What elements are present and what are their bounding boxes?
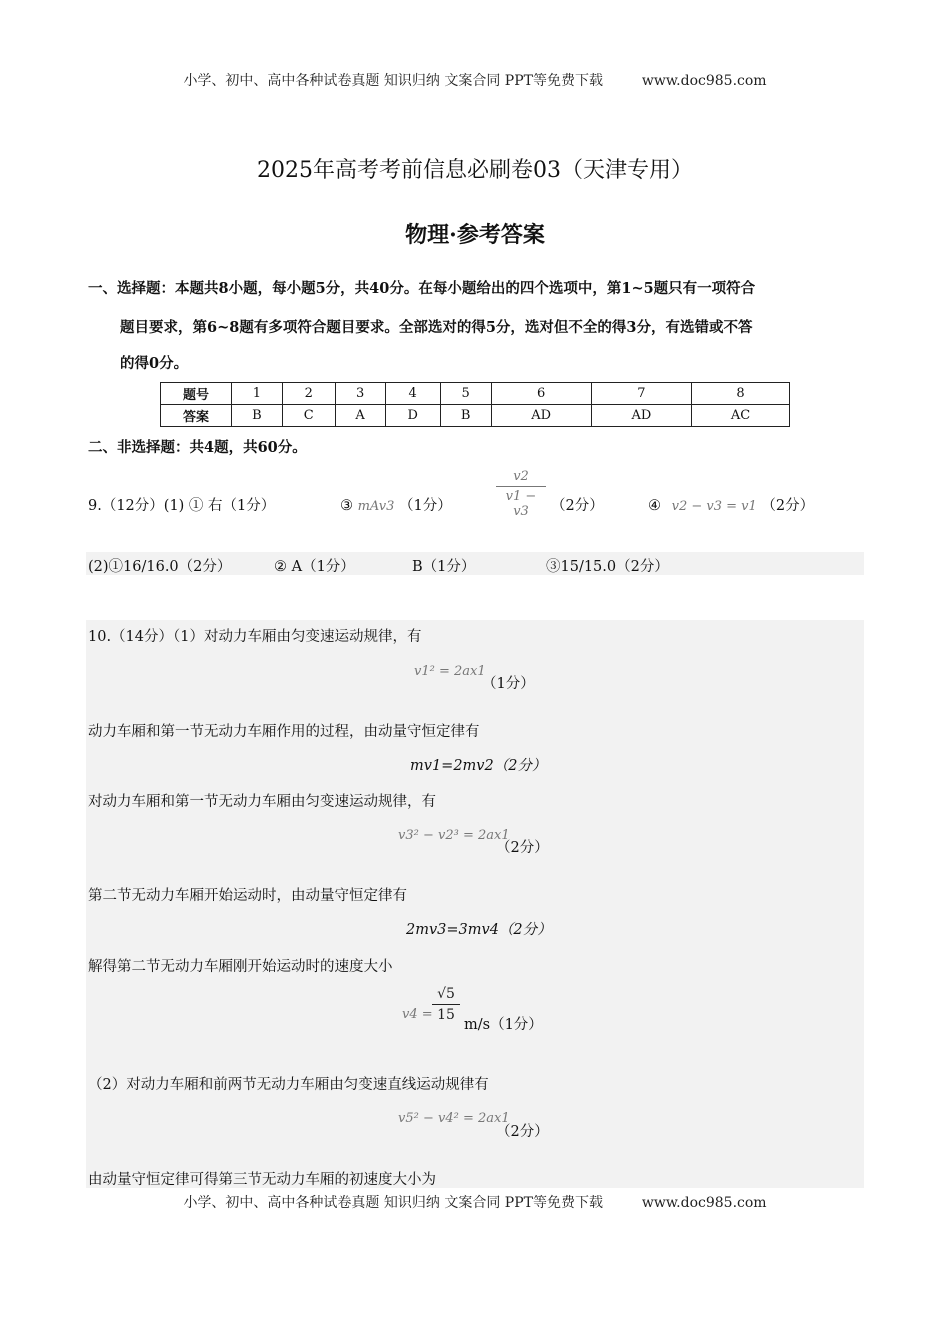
q10-line6: （2）对动力车厢和前两节无动力车厢由匀变速直线运动规律有: [88, 1077, 489, 1093]
q9-item3-math: mAv3: [357, 499, 395, 514]
q10-eq3-score: （2分）: [496, 840, 549, 856]
table-cell: B: [440, 405, 491, 427]
q10-eq1: [414, 660, 486, 679]
q10-eq5-lhs: [402, 1003, 433, 1022]
q10-eq5-den: 15: [437, 1007, 455, 1023]
q10-line7: 由动量守恒定律可得第三节无动力车厢的初速度大小为: [88, 1172, 436, 1188]
fraction-bar: [496, 486, 546, 487]
table-cell: A: [335, 405, 385, 427]
table-cell: 4: [385, 383, 440, 405]
table-cell: AC: [691, 405, 789, 427]
q10-line5: 解得第二节无动力车厢刚开始运动时的速度大小: [88, 959, 393, 975]
table-cell: 5: [440, 383, 491, 405]
q9-part1: 9.（12分）(1) ① 右（1分）: [88, 498, 276, 514]
footer-text: 小学、初中、高中各种试卷真题 知识归纳 文案合同 PPT等免费下载: [183, 1195, 603, 1211]
q9-item4-num: ④: [648, 498, 661, 514]
q10-eq5-fraction: [432, 986, 460, 1023]
q9-fraction: [496, 469, 546, 519]
footer-url: www.doc985.com: [641, 1195, 767, 1211]
q10-eq5-unit: m/s（1分）: [464, 1017, 543, 1033]
section2-heading: 二、非选择题：共4题，共60分。: [88, 439, 307, 456]
q10-line1: 10.（14分）（1）对动力车厢由匀变速运动规律，有: [88, 629, 422, 645]
q10-eq3-math: v3² − v2³ = 2ax1: [398, 828, 510, 843]
table-cell: 6: [491, 383, 591, 405]
section1-line3: 的得0分。: [120, 355, 189, 372]
q9-part2-b: ② A（1分）: [274, 559, 355, 575]
page-header: [0, 70, 950, 90]
header-text: 小学、初中、高中各种试卷真题 知识归纳 文案合同 PPT等免费下载: [183, 73, 603, 89]
table-cell: B: [232, 405, 283, 427]
q9-item3-score: （1分）: [399, 498, 452, 514]
q10-eq5-num: √5: [437, 986, 455, 1002]
q10-eq3: [398, 824, 510, 843]
q10-eq4: 2mv3=3mv4（2分）: [406, 922, 552, 938]
page-subtitle: 物理·参考答案: [405, 222, 545, 248]
q10-line2: 动力车厢和第一节无动力车厢作用的过程，由动量守恒定律有: [88, 724, 480, 740]
q10-eq2: mv1=2mv2（2分）: [410, 758, 547, 774]
q9-item3: [340, 494, 452, 515]
table-row-answers: [161, 405, 790, 427]
q10-line4: 第二节无动力车厢开始运动时，由动量守恒定律有: [88, 888, 407, 904]
table-cell: 2: [282, 383, 335, 405]
q9-item4-score: （2分）: [761, 498, 815, 514]
table-cell: 1: [232, 383, 283, 405]
section1-line1: 一、选择题：本题共8小题，每小题5分，共40分。在每小题给出的四个选项中，第1~5题只有一项符合: [88, 280, 756, 297]
q9-part2-a: (2)①16/16.0（2分）: [88, 559, 232, 575]
q10-eq6-score: （2分）: [496, 1124, 549, 1140]
q9-part2-c: B（1分）: [412, 559, 476, 575]
q10-line3: 对动力车厢和第一节无动力车厢由匀变速运动规律，有: [88, 794, 436, 810]
q9-part2-d: ③15/15.0（2分）: [546, 559, 669, 575]
table-cell: AD: [491, 405, 591, 427]
q10-eq1-math: v1² = 2ax1: [414, 664, 486, 679]
q9-item4-math: v2 − v3 = v1: [671, 499, 757, 514]
page-title: 2025年高考考前信息必刷卷03（天津专用）: [257, 158, 693, 183]
table-row-label: 答案: [161, 405, 232, 427]
table-cell: C: [282, 405, 335, 427]
section1-line2: 题目要求，第6~8题有多项符合题目要求。全部选对的得5分，选对但不全的得3分，有选错或不答: [120, 319, 753, 336]
q10-eq1-score: （1分）: [482, 676, 535, 692]
table-cell: AD: [591, 405, 691, 427]
q9-frac-score: （2分）: [551, 498, 604, 514]
q9-item3-num: ③: [340, 498, 353, 514]
q10-eq6-math: v5² − v4² = 2ax1: [398, 1111, 510, 1126]
q9-frac-num: v2: [513, 469, 529, 484]
table-cell: 8: [691, 383, 789, 405]
table-cell: 3: [335, 383, 385, 405]
q10-eq5-lhs-math: v4 =: [402, 1007, 433, 1022]
header-url: www.doc985.com: [641, 73, 767, 89]
fraction-bar: [432, 1004, 460, 1005]
q10-eq6: [398, 1107, 510, 1126]
answer-table: [160, 382, 790, 427]
table-cell: D: [385, 405, 440, 427]
table-row-label: 题号: [161, 383, 232, 405]
page-footer: [0, 1192, 950, 1212]
table-row-numbers: [161, 383, 790, 405]
q9-frac-den: v1 − v3: [505, 489, 537, 519]
q9-item4: [648, 494, 814, 515]
table-cell: 7: [591, 383, 691, 405]
